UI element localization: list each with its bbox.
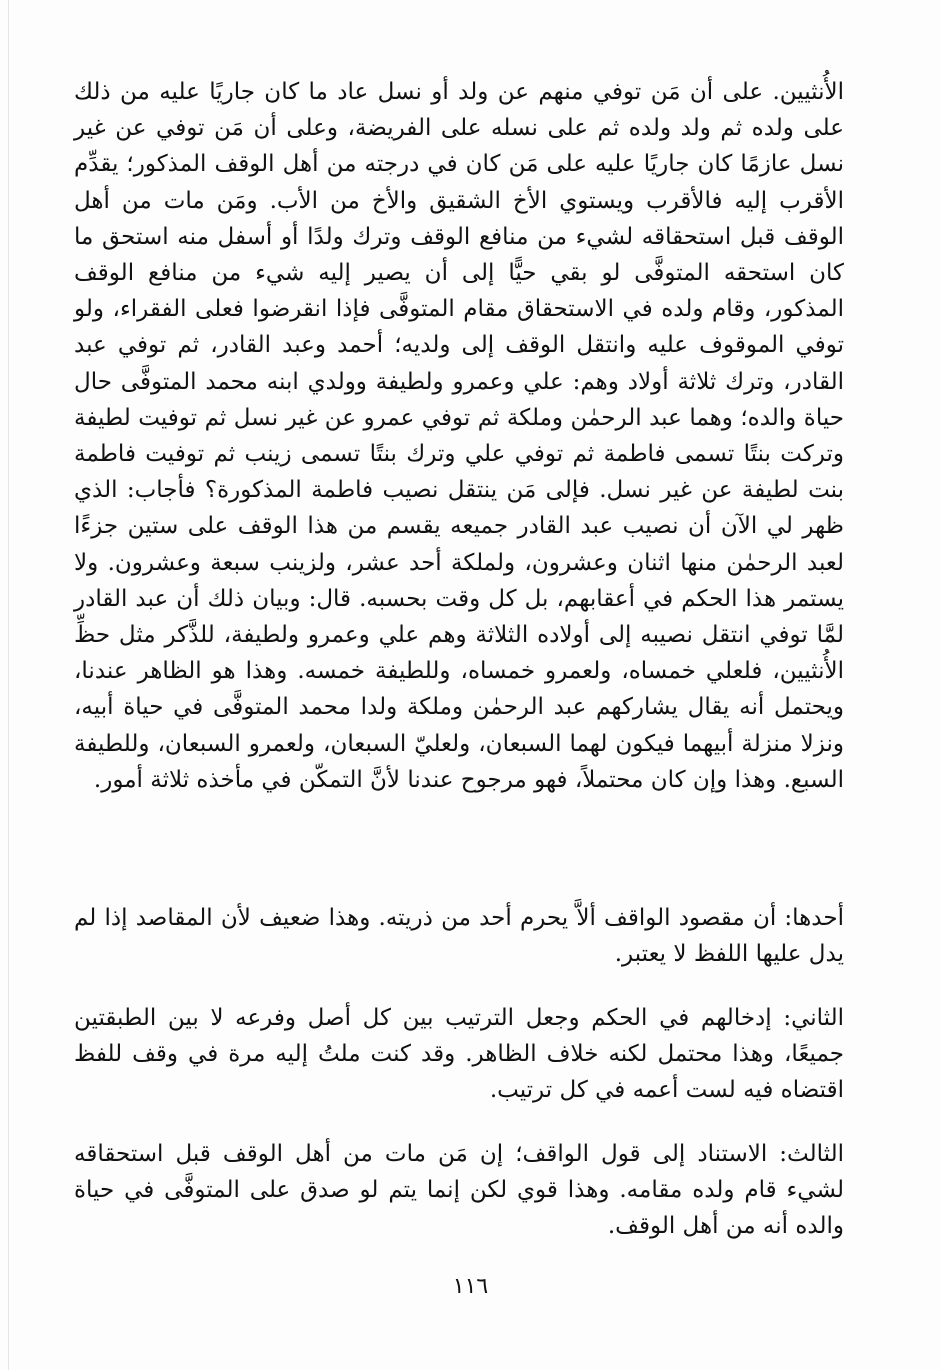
second-point-paragraph: الثاني: إدخالهم في الحكم وجعل الترتيب بين كل أصل وفرعه لا بين الطبقتين جميعًا، وهذا محتمل لكنه خلاف الظاهر. وقد كنت ملتُ إليه مرة في وقف للفظ اقتضاه فيه لست أعمه في كل ترتيب. bbox=[74, 1005, 844, 1104]
page-number: ١١٦ bbox=[452, 1274, 489, 1299]
first-point-paragraph: أحدها: أن مقصود الواقف ألاَّ يحرم أحد من ذريته. وهذا ضعيف لأن المقاصد إذا لم يدل عليها اللفظ لا يعتبر. bbox=[74, 905, 844, 968]
main-paragraph: الأُنثيين. على أن مَن توفي منهم عن ولد أو نسل عاد ما كان جاريًا عليه من ذلك على ولده ثم ولد ولده ثم على نسله على الفريضة، وعلى أن مَن توفي عن غير نسل عازمًا كان جاريًا عليه على مَن كان في درجته من أهل الوقف المذكور؛ يقدِّم الأقرب إليه فالأقرب ويستوي الأخ الشقيق والأخ من الأب. ومَن مات من أهل الوقف قبل استحقاقه لشيء من منافع الوقف وترك ولدًا أو أسفل منه استحق ما كان استحقه المتوفَّى لو بقي حيًّا إلى أن يصير إليه شيء من منافع الوقف المذكور، وقام ولده في الاستحقاق مقام المتوفَّى فإذا انقرضوا فعلى الفقراء، ولو توفي الموقوف عليه وانتقل الوقف إلى ولديه؛ أحمد وعبد القادر، ثم توفي عبد القادر، وترك ثلاثة أولاد وهم: علي وعمرو ولطيفة وولدي ابنه محمد المتوفَّى حال حياة والده؛ وهما عبد الرحمٰن وملكة ثم توفي عمرو عن غير نسل ثم توفيت لطيفة وتركت بنتًا تسمى فاطمة ثم توفي علي وترك بنتًا تسمى زينب ثم توفيت فاطمة بنت لطيفة عن غير نسل. فإلى مَن ينتقل نصيب فاطمة المذكورة؟ فأجاب: الذي ظهر لي الآن أن نصيب عبد القادر جميعه يقسم من هذا الوقف على ستين جزءًا لعبد الرحمٰن منها اثنان وعشرون، ولملكة أحد عشر، ولزينب سبعة وعشرون. ولا يستمر هذا الحكم في أعقابهم، بل كل وقت بحسبه. قال: وبيان ذلك أن عبد القادر لمَّا توفي انتقل نصيبه إلى أولاده الثلاثة وهم علي وعمرو ولطيفة، للذَّكر مثل حظِّ الأُنثيين، فلعلي خمساه، ولعمرو خمساه، وللطيفة خمسه. وهذا هو الظاهر عندنا، ويحتمل أنه يقال يشاركهم عبد الرحمٰن وملكة ولدا محمد المتوفَّى في حياة أبيه، ونزلا منزلة أبيهما فيكون لهما السبعان، ولعليّ السبعان، ولعمرو السبعان، وللطيفة السبع. وهذا وإن كان محتملاً، فهو مرجوح عندنا لأنَّ التمكّن في مأخذه ثلاثة أمور. bbox=[74, 79, 844, 793]
page-edge-line bbox=[8, 0, 9, 1370]
third-point-paragraph: الثالث: الاستناد إلى قول الواقف؛ إن مَن مات من أهل الوقف قبل استحقاقه لشيء قام ولده مقامه. وهذا قوي لكن إنما يتم لو صدق على المتوفَّى في حياة والده أنه من أهل الوقف. bbox=[74, 1141, 844, 1240]
